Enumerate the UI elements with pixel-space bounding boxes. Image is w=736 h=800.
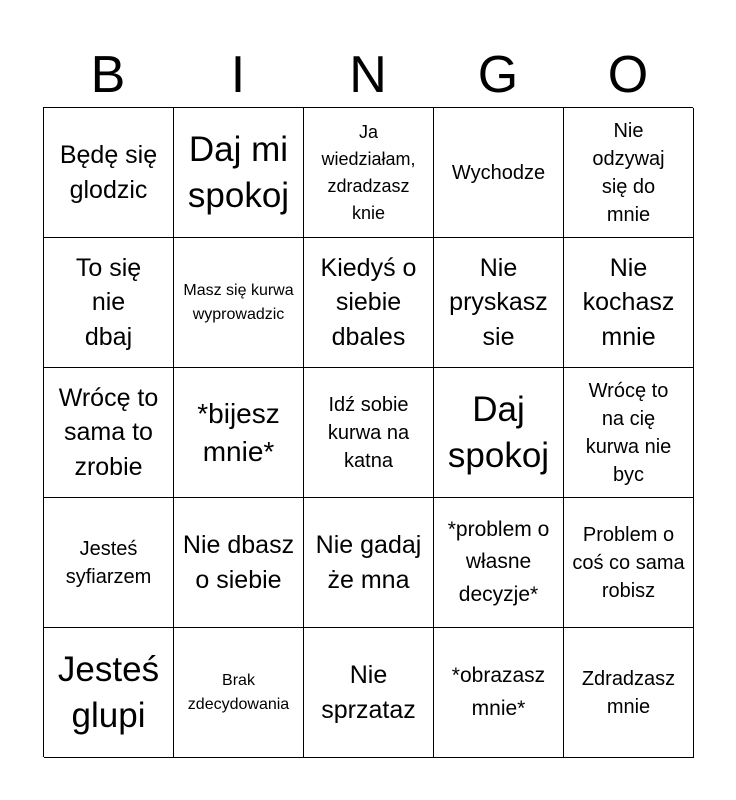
cell-text: Zdradzasz mnie xyxy=(581,667,676,718)
cell-text: Nie pryskasz sie xyxy=(449,253,548,351)
header-letter-b: B xyxy=(90,46,126,104)
cell-text: Będę się glodzic xyxy=(59,141,158,204)
cell-text: Wychodze xyxy=(451,161,546,184)
bingo-cell[interactable] xyxy=(434,238,564,368)
cell-text: Brak zdecydowania xyxy=(187,671,290,713)
bingo-cell[interactable] xyxy=(174,498,304,628)
bingo-cell[interactable] xyxy=(304,238,434,368)
cell-text: Masz się kurwa wyprowadzic xyxy=(183,281,294,323)
header-letter-i: I xyxy=(230,46,246,104)
bingo-cell[interactable] xyxy=(44,368,174,498)
cell-text: Wrócę to na cię kurwa nie byc xyxy=(585,379,672,486)
bingo-cell[interactable] xyxy=(564,498,694,628)
cell-text: Nie dbasz o siebie xyxy=(182,531,295,594)
bingo-board xyxy=(43,107,693,757)
cell-text: *problem o własne decyzje* xyxy=(447,517,550,606)
cell-text: Wrócę to sama to zrobie xyxy=(58,383,159,481)
cell-text: Ja wiedziałam, zdradzasz knie xyxy=(321,121,416,223)
cell-text: Idź sobie kurwa na katna xyxy=(327,393,410,472)
cell-text: Daj mi spokoj xyxy=(187,130,290,215)
bingo-cell[interactable] xyxy=(434,108,564,238)
bingo-cell[interactable] xyxy=(44,628,174,758)
bingo-cell[interactable] xyxy=(44,498,174,628)
cell-text: *bijesz mnie* xyxy=(197,397,280,467)
cell-text: Kiedyś o siebie dbales xyxy=(320,253,417,351)
bingo-cell[interactable] xyxy=(174,108,304,238)
cell-text: Jesteś glupi xyxy=(57,650,160,735)
bingo-cell[interactable] xyxy=(304,108,434,238)
bingo-cell[interactable] xyxy=(174,238,304,368)
bingo-header xyxy=(43,42,693,108)
cell-text: *obrazasz mnie* xyxy=(451,663,546,720)
bingo-cell[interactable] xyxy=(434,628,564,758)
bingo-cell[interactable] xyxy=(44,238,174,368)
bingo-cell[interactable] xyxy=(434,368,564,498)
bingo-cell[interactable] xyxy=(304,628,434,758)
cell-text: Nie gadaj że mna xyxy=(315,531,422,594)
bingo-cell[interactable] xyxy=(304,368,434,498)
cell-text: Jesteś syfiarzem xyxy=(65,537,152,588)
cell-text: Nie odzywaj się do mnie xyxy=(592,119,665,226)
cell-text: Daj spokoj xyxy=(447,390,550,475)
bingo-cell[interactable] xyxy=(174,628,304,758)
header-letter-g: G xyxy=(477,46,519,104)
bingo-cell[interactable] xyxy=(174,368,304,498)
header-letter-o: O xyxy=(607,46,649,104)
cell-text: Nie kochasz mnie xyxy=(582,253,675,351)
bingo-cell[interactable] xyxy=(304,498,434,628)
bingo-cell[interactable] xyxy=(564,238,694,368)
bingo-cell[interactable] xyxy=(564,108,694,238)
bingo-cell[interactable] xyxy=(564,628,694,758)
cell-text: To się nie dbaj xyxy=(75,253,142,351)
cell-text: Problem o coś co sama robisz xyxy=(572,523,685,602)
bingo-cell[interactable] xyxy=(564,368,694,498)
bingo-cell[interactable] xyxy=(44,108,174,238)
header-letter-n: N xyxy=(349,46,387,104)
cell-text: Nie sprzataz xyxy=(321,661,416,724)
bingo-cell[interactable] xyxy=(434,498,564,628)
